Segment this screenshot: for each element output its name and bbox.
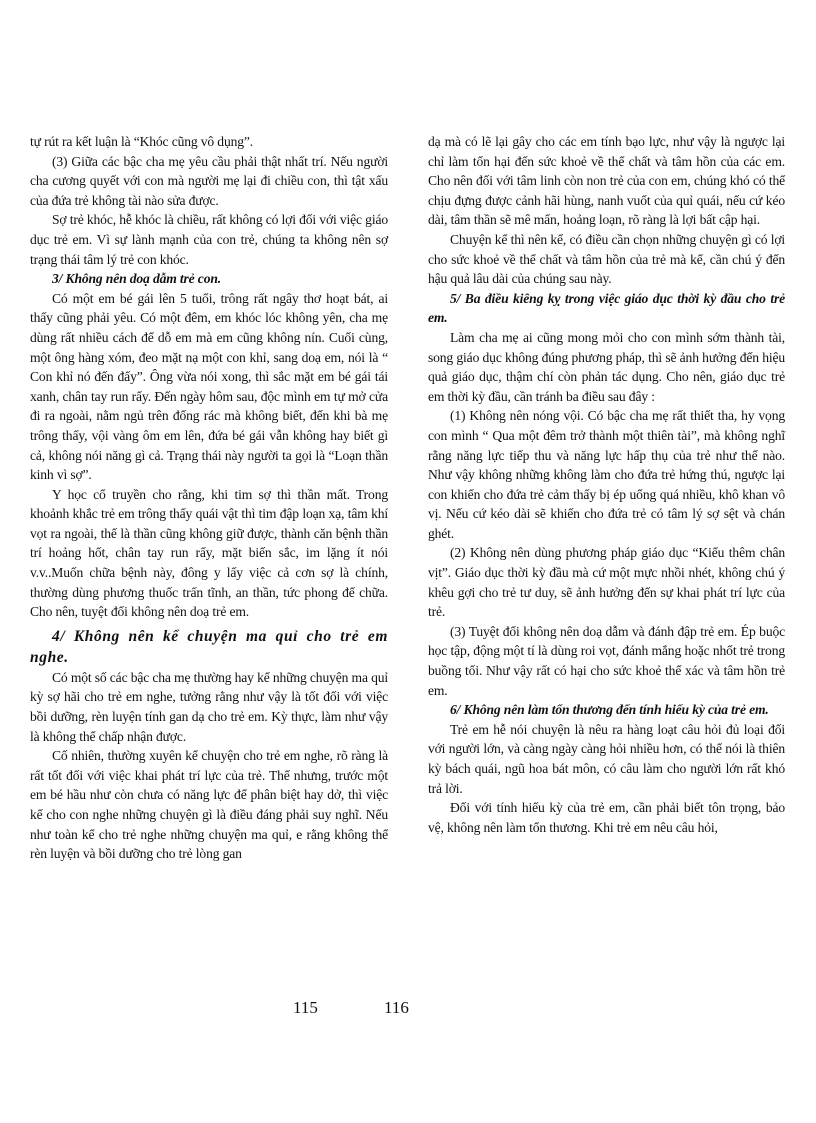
- body-paragraph: Sợ trẻ khóc, hễ khóc là chiều, rất không có lợi đối với việc giáo dục trẻ em. Vì sự lành mạnh của con trẻ, chúng ta không nên sợ trạng thái tâm lý trẻ con khóc.: [30, 212, 388, 267]
- section-heading: 6/ Không nên làm tổn thương đến tính hiếu kỳ của trẻ em.: [450, 702, 769, 718]
- body-paragraph: (3) Giữa các bậc cha mẹ yêu cầu phải thật nhất trí. Nếu người cha cương quyết với con mà người mẹ lại đi chiều con, thì tật xấu của đứa trẻ không tài nào sửa được.: [30, 153, 388, 208]
- page-number-right: 116: [384, 998, 409, 1017]
- body-paragraph: tự rút ra kết luận là “Khóc cũng vô dụng”.: [30, 134, 254, 149]
- body-paragraph: Có một số các bậc cha mẹ thường hay kể những chuyện ma quỉ kỳ sợ hãi cho trẻ em nghe, tưởng rằng như vậy là tốt đối với việc bồi dưỡng, rèn luyện tính gan dạ cho trẻ em. Kỳ thực, làm như vậy là không thể chấp nhận được.: [30, 669, 388, 744]
- body-paragraph: dạ mà có lẽ lại gây cho các em tính bạo lực, như vậy là ngược lại chỉ làm tổn hại đến sức khoẻ về thể chất và tâm hồn của các em. Cho nên đối với tâm linh còn non trẻ của con em, chúng khó có thể chịu đựng được cảnh hãi hùng, nanh vuốt của quỉ quái, nếu cứ kéo dài, tâm thần sẽ mê mẩn, hoảng loạn, rõ ràng là lợi bất cập hại.: [428, 134, 785, 228]
- section-heading: 4/ Không nên kể chuyện ma quỉ cho trẻ em nghe.: [30, 627, 388, 666]
- right-page-column: [428, 132, 785, 837]
- body-paragraph: (1) Không nên nóng vội. Có bậc cha mẹ rất thiết tha, hy vọng con mình “ Qua một đêm trở thành một thiên tài”, mà không nghĩ rằng năng lực tiếp thu và năng lực hấp thụ của trẻ như thế nào. Như vậy không những không làm cho đứa trẻ hứng thú, ngược lại con khiến cho đứa trẻ cảm thấy bị ép uổng quá nhiều, khô khan vô vị. Nếu cứ kéo dài sẽ khiến cho đứa trẻ có tâm lý sợ sệt và chán ghét.: [428, 408, 785, 541]
- body-paragraph: Trẻ em hễ nói chuyện là nêu ra hàng loạt câu hỏi đủ loại đối với người lớn, và càng ngày càng hỏi nhiều hơn, có thể nói là thiên kỳ bách quái, ngũ hoa bát môn, có câu làm cho người lớn rất khó trả lời.: [428, 721, 785, 796]
- page-number-left: 115: [293, 998, 318, 1017]
- body-paragraph: Chuyện kể thì nên kể, có điều cần chọn những chuyện gì có lợi cho sức khoẻ về thể chất và tâm hồn của trẻ mà kể, cần chú ý đến hậu quả lâu dài của chúng sau này.: [428, 231, 785, 287]
- section-heading: 5/ Ba điều kiêng kỵ trong việc giáo dục thời kỳ đầu cho trẻ em.: [428, 290, 785, 326]
- left-page-column: [30, 132, 388, 864]
- body-paragraph: Y học cổ truyền cho rằng, khi tim sợ thì thần mất. Trong khoảnh khắc trẻ em trông thấy quái vật thì tim đập loạn xạ, tâm khí vọt ra ngoài, thế là thần cũng không giữ được, thành căn bệnh thần trí hoảng hốt, chân tay run rẩy, mặt biến sắc, im lặng ít nói v.v..Muốn chữa bệnh này, đông y lấy việc cả cơn sợ là chính, thường dùng phương thuốc trấn tĩnh, an thần, tức phong để chữa. Cho nên, tuyệt đối không nên doạ trẻ em.: [30, 486, 388, 620]
- body-paragraph: Đối với tính hiếu kỳ của trẻ em, cần phải biết tôn trọng, bảo vệ, không nên làm tổn thương. Khi trẻ em nêu câu hỏi,: [428, 800, 785, 835]
- body-paragraph: Làm cha mẹ ai cũng mong mỏi cho con mình sớm thành tài, song giáo dục không đúng phương pháp, thì sẽ ảnh hưởng đến hiệu quả giáo dục, thậm chí còn phản tác dụng. Cho nên, giáo dục trẻ em thời kỳ đầu, cần tránh ba điều sau đây :: [428, 329, 785, 404]
- body-paragraph: Cố nhiên, thường xuyên kể chuyện cho trẻ em nghe, rõ ràng là rất tốt đối với việc khai phát trí lực của trẻ. Thế nhưng, trước một em bé hầu như còn chưa có năng lực để phân biệt hay dở, thì việc kể cho con nghe những chuyện gì là điều đáng phải suy nghĩ. Nếu như toàn kể cho trẻ nghe những chuyện ma quỉ, e rằng không thể rèn luyện và bồi dưỡng cho trẻ lòng gan: [30, 748, 388, 862]
- body-paragraph: Có một em bé gái lên 5 tuổi, trông rất ngây thơ hoạt bát, ai thấy cũng phải yêu. Có một đêm, em khóc lóc không yên, cha mẹ dùng rất nhiều cách để dỗ em mà em cũng không nín. Cuối cùng, một ông hàng xóm, đeo mặt nạ một con khỉ, sang doạ em, nói là “ Con khỉ nó đến đấy”. Ông vừa nói xong, thì sắc mặt em bé gái tái xanh, chân tay run rẩy. Đến ngày hôm sau, độc mình em tự mở cửa đi ra ngoài, nằm ngủ trên đống rác mà không biết, đến khi bà mẹ trông thấy, vội vàng ôm em lên, đứa bé gái vẫn không hay biết gì cả, không nói năng gì cả. Trạng thái này người ta gọi là “Loạn thần kinh vì sợ”.: [30, 290, 388, 483]
- body-paragraph: (2) Không nên dùng phương pháp giáo dục “Kiểu thêm chân vịt”. Giáo dục thời kỳ đầu mà cứ một mực nhồi nhét, không chú ý khêu gợi cho trẻ tư duy, sẽ ảnh hưởng đến sự khai phát trí lực của trẻ.: [428, 545, 785, 620]
- section-heading: 3/ Không nên doạ dẫm trẻ con.: [52, 271, 221, 287]
- body-paragraph: (3) Tuyệt đối không nên doạ dẫm và đánh đập trẻ em. Ép buộc học tập, động một tí là dùng roi vọt, đánh mắng hoặc nhốt trẻ trong buồng tối. Như vậy rất có hại cho sức khoẻ thể xác và tâm hồn trẻ em.: [428, 623, 785, 698]
